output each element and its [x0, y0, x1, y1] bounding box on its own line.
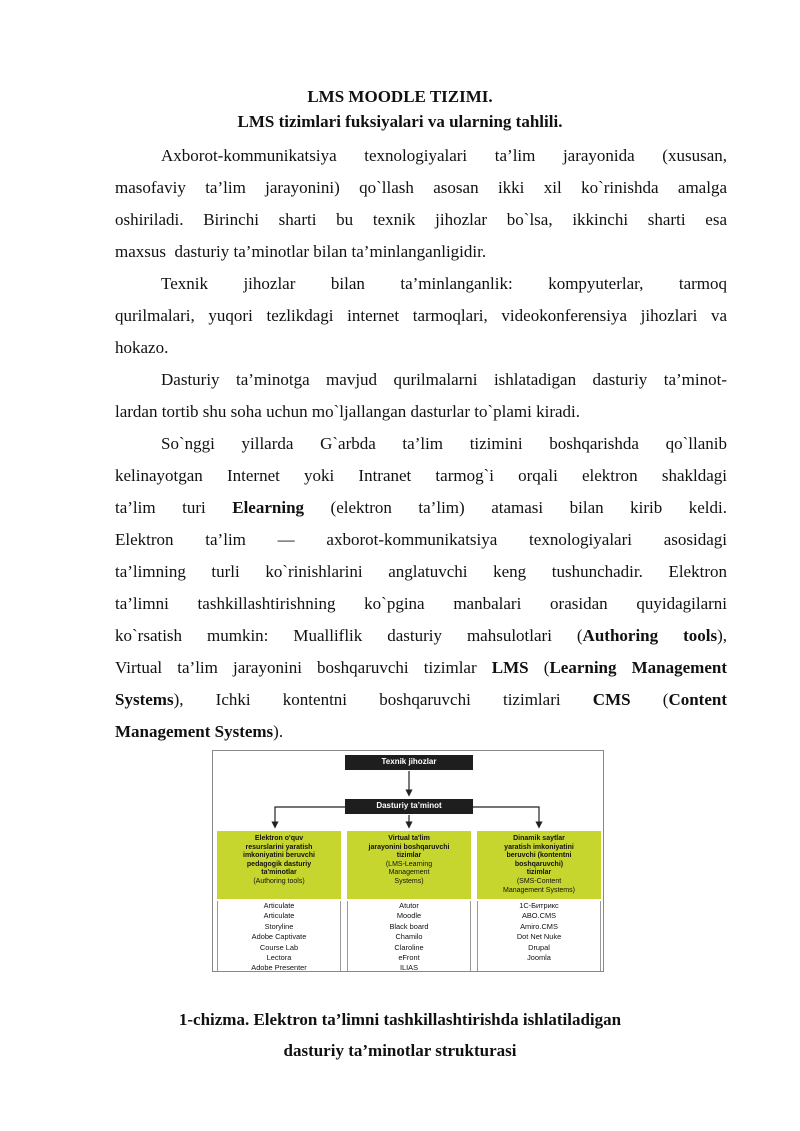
- column-subtitle-line: Management: [388, 869, 430, 877]
- text-run: (elektron ta’lim) atamasi bilan kirib keldi.: [330, 498, 727, 517]
- term-systems: Systems: [115, 690, 174, 709]
- paragraph-line: [115, 620, 727, 652]
- column-subtitle-line: (SMS-Content: [516, 877, 562, 885]
- text-run: ),: [717, 626, 727, 645]
- column-subtitle-line: (LMS-Learning: [385, 860, 433, 868]
- paragraph-line: ta’limning turli ko`rinishlarini anglatuvchi keng tushunchadir. Elektron: [115, 562, 727, 581]
- term-content: Content: [668, 690, 728, 709]
- paragraph-line: So`nggi yillarda G`arbda ta’lim tizimini boshqarishda qo`llanib: [161, 434, 727, 453]
- list-item: Adobe Presenter: [251, 963, 307, 973]
- paragraph-4: [115, 428, 727, 748]
- arrow-mid-to-right: [473, 807, 539, 825]
- column-header: [217, 831, 341, 899]
- paragraph-line: [115, 492, 727, 524]
- column-header: [347, 831, 471, 899]
- paragraph-line: [115, 684, 727, 716]
- column-title-line: ta'minotlar: [261, 869, 297, 877]
- text-run: ).: [273, 722, 284, 741]
- column-title-line: beruvchi (kontentni: [506, 852, 572, 860]
- text-run: ta’lim turi: [115, 498, 206, 517]
- list-item: Chamilo: [395, 932, 423, 942]
- column-list: [347, 901, 471, 971]
- term-elearning: Elearning: [232, 498, 305, 517]
- paragraph-line: ta’limni tashkillashtirishning ko`pgina manbalari orasidan quyidagilarni: [115, 594, 727, 613]
- paragraph-line: oshiriladi. Birinchi sharti bu texnik jihozlar bo`lsa, ikkinchi sharti esa: [115, 210, 727, 229]
- box-software: Dasturiy ta’minot: [345, 799, 473, 814]
- paragraph-line: hokazo.: [115, 338, 169, 357]
- figure-caption-line-1: 1-chizma. Elektron ta’limni tashkillashtirishda ishlatiladigan: [178, 1010, 622, 1029]
- page-title: LMS MOODLE TIZIMI.: [307, 87, 493, 106]
- arrow-mid-to-left: [275, 807, 345, 825]
- column-list: [217, 901, 341, 971]
- list-item: Atutor: [399, 901, 419, 910]
- paragraph-line: Elektron ta’lim — axborot-kommunikatsiya texnologiyalari asosidagi: [115, 530, 727, 549]
- list-item: Joomla: [527, 953, 551, 963]
- list-item: 1C-Битрикс: [519, 901, 559, 910]
- paragraph-line: lardan tortib shu soha uchun mo`ljallangan dasturlar to`plami kiradi.: [115, 402, 581, 421]
- box-technical-equipment: Texnik jihozlar: [345, 755, 473, 770]
- list-item: eFront: [398, 953, 420, 963]
- column-title-line: tizimlar: [526, 869, 552, 877]
- list-item: Adobe Captivate: [251, 932, 307, 942]
- column-title-line: jarayonini boshqaruvchi: [368, 843, 450, 851]
- term-management-systems: Management Systems: [115, 722, 274, 741]
- column-title-line: pedagogik dasturiy: [246, 860, 312, 868]
- paragraph-2: [115, 268, 727, 364]
- text-run: Virtual ta’lim jarayonini boshqaruvchi tizimlar: [115, 658, 477, 677]
- figure-caption-line-2: dasturiy ta’minotlar strukturasi: [283, 1041, 517, 1060]
- paragraph-line: masofaviy ta’lim jarayonini) qo`llash asosan ikki xil ko`rinishda amalga: [115, 178, 727, 197]
- column-cms: [477, 831, 601, 971]
- list-item: Claroline: [394, 942, 424, 952]
- paragraph-line: Axborot-kommunikatsiya texnologiyalari ta’lim jarayonida (xususan,: [161, 146, 727, 165]
- paragraph-line: maxsus dasturiy ta’minotlar bilan ta’minlanganligidir.: [115, 242, 487, 261]
- list-item: Course Lab: [259, 942, 299, 952]
- column-subtitle-line: Systems): [394, 877, 424, 885]
- list-item: Dot Net Nuke: [516, 932, 562, 942]
- column-title-line: resurslarini yaratish: [245, 843, 313, 851]
- column-subtitle-line: Management Systems): [503, 886, 575, 894]
- list-item: ILIAS: [399, 963, 419, 973]
- column-title-line: Dinamik saytlar: [513, 835, 565, 842]
- paragraph-line: [115, 652, 727, 684]
- column-title-line: Elektron o'quv: [254, 835, 304, 842]
- term-lms: LMS: [491, 658, 529, 677]
- column-header: [477, 831, 601, 899]
- list-item: Articulate: [263, 911, 295, 921]
- column-title-line: tizimlar: [396, 852, 422, 860]
- list-item: Lectora: [266, 953, 292, 963]
- text-run: (: [543, 658, 550, 677]
- paragraph-1: [115, 140, 727, 268]
- column-title-line: imkoniyatini beruvchi: [243, 852, 315, 860]
- list-item: Drupal: [528, 942, 550, 952]
- column-authoring-tools: [217, 831, 341, 971]
- paragraph-3: [115, 364, 727, 428]
- paragraph-line: Texnik jihozlar bilan ta’minlanganlik: kompyuterlar, tarmoq: [161, 274, 727, 293]
- paragraph-line: [115, 716, 727, 748]
- column-list: [477, 901, 601, 971]
- text-run: ), Ichki kontentni boshqaruvchi tizimlari: [173, 690, 561, 709]
- paragraph-line: Dasturiy ta’minotga mavjud qurilmalarni ishlatadigan dasturiy ta’minot-: [161, 370, 727, 389]
- page-subtitle: LMS tizimlari fuksiyalari va ularning tahlili.: [237, 112, 563, 131]
- list-item: Black board: [389, 921, 429, 931]
- list-item: Storyline: [264, 921, 294, 931]
- list-item: Moodle: [396, 911, 422, 921]
- paragraph-line: kelinayotgan Internet yoki Intranet tarmog`i orqali elektron shakldagi: [115, 466, 727, 485]
- column-lms: [347, 831, 471, 971]
- column-subtitle-line: (Authoring tools): [253, 877, 305, 885]
- list-item: ABO.CMS: [521, 911, 557, 921]
- term-cms: CMS: [592, 690, 631, 709]
- list-item: Articulate: [263, 901, 295, 910]
- list-item: Amiro.CMS: [520, 921, 558, 931]
- term-authoring-tools: Authoring tools: [582, 626, 718, 645]
- software-structure-diagram: [212, 750, 604, 972]
- column-title-line: boshqaruvchi): [514, 860, 564, 868]
- text-run: ko`rsatish mumkin: Mualliflik dasturiy mahsulotlari (: [115, 626, 583, 645]
- text-run: (: [662, 690, 669, 709]
- paragraph-line: qurilmalari, yuqori tezlikdagi internet tarmoqlari, videokonferensiya jihozlari va: [115, 306, 727, 325]
- column-title-line: yaratish imkoniyatini: [504, 843, 574, 851]
- term-lms-full: Learning Management: [549, 658, 727, 677]
- column-title-line: Virtual ta'lim: [388, 835, 430, 842]
